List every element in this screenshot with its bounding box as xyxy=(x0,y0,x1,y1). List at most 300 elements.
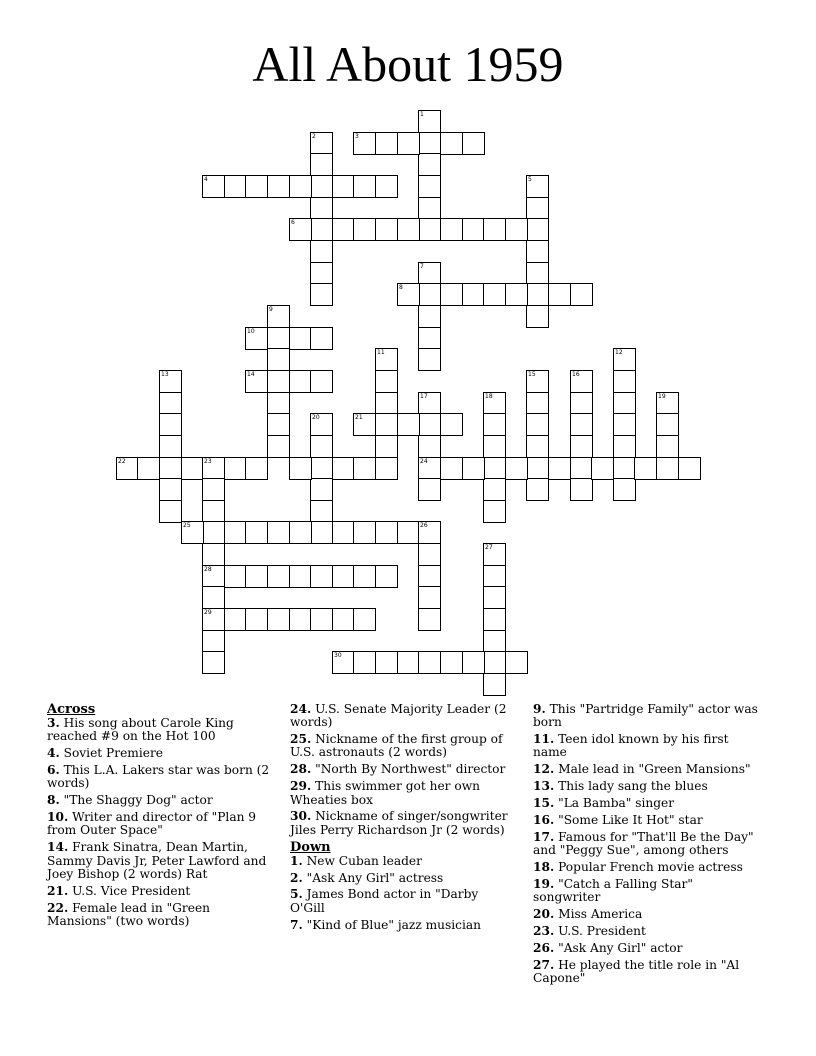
clue-text: "The Shaggy Dog" actor xyxy=(59,793,213,808)
grid-cell[interactable] xyxy=(245,565,268,588)
grid-cell[interactable] xyxy=(418,327,441,350)
clue-text: His song about Carole King reached #9 on the Hot 100 xyxy=(47,716,234,744)
grid-cell[interactable] xyxy=(310,218,333,241)
clue-item xyxy=(47,902,273,929)
grid-cell[interactable] xyxy=(397,218,420,241)
clue-item xyxy=(290,703,516,730)
clue-num: 30. xyxy=(290,809,312,824)
grid-cell[interactable] xyxy=(353,565,376,588)
grid-cell[interactable] xyxy=(418,110,441,133)
clue-number: 9 xyxy=(269,306,273,313)
clue-item xyxy=(290,780,516,807)
clue-item xyxy=(533,763,759,776)
clue-num: 22. xyxy=(47,900,69,915)
grid-cell[interactable] xyxy=(483,435,506,458)
grid-cell[interactable] xyxy=(267,413,290,436)
clue-num: 21. xyxy=(47,883,69,898)
grid-cell[interactable] xyxy=(202,521,225,544)
grid-cell[interactable] xyxy=(375,413,398,436)
grid-cell[interactable] xyxy=(418,478,441,501)
clue-item xyxy=(47,885,273,898)
grid-cell[interactable] xyxy=(548,283,571,306)
grid-cell[interactable] xyxy=(289,327,312,350)
grid-cell[interactable] xyxy=(202,175,225,198)
grid-cell[interactable] xyxy=(202,565,225,588)
clue-num: 18. xyxy=(533,860,555,875)
grid-cell[interactable] xyxy=(310,500,333,523)
grid-cell[interactable] xyxy=(181,521,204,544)
grid-cell[interactable] xyxy=(332,608,355,631)
clue-num: 12. xyxy=(533,762,555,777)
grid-cell[interactable] xyxy=(483,565,506,588)
clue-item xyxy=(47,747,273,760)
grid-cell[interactable] xyxy=(375,132,398,155)
clue-num: 29. xyxy=(290,779,312,794)
grid-cell[interactable] xyxy=(483,392,506,415)
grid-cell[interactable] xyxy=(375,565,398,588)
grid-cell[interactable] xyxy=(505,283,528,306)
clue-num: 4. xyxy=(47,746,60,761)
clue-num: 17. xyxy=(533,829,555,844)
clue-item xyxy=(533,861,759,874)
grid-cell[interactable] xyxy=(570,457,593,480)
clue-number: 17 xyxy=(420,393,428,400)
grid-cell[interactable] xyxy=(570,435,593,458)
grid-cell[interactable] xyxy=(289,370,312,393)
grid-cell[interactable] xyxy=(418,392,441,415)
clue-text: "Ask Any Girl" actress xyxy=(302,870,444,885)
grid-cell[interactable] xyxy=(202,500,225,523)
clue-text: James Bond actor in "Darby O'Gill xyxy=(290,887,479,915)
clue-item xyxy=(533,908,759,921)
clue-num: 24. xyxy=(290,702,312,716)
grid-cell[interactable] xyxy=(267,175,290,198)
clue-num: 14. xyxy=(47,840,69,855)
grid-cell[interactable] xyxy=(310,565,333,588)
grid-cell[interactable] xyxy=(310,132,333,155)
grid-cell[interactable] xyxy=(418,435,441,458)
grid-cell[interactable] xyxy=(332,457,355,480)
grid-cell[interactable] xyxy=(570,478,593,501)
clue-number: 29 xyxy=(204,609,212,616)
grid-cell[interactable] xyxy=(289,218,312,241)
grid-cell[interactable] xyxy=(267,348,290,371)
grid-cell[interactable] xyxy=(397,651,420,674)
grid-cell[interactable] xyxy=(353,175,376,198)
grid-cell[interactable] xyxy=(634,457,657,480)
clue-number: 25 xyxy=(183,522,191,529)
grid-cell[interactable] xyxy=(418,175,441,198)
clue-item xyxy=(533,878,759,905)
grid-cell[interactable] xyxy=(224,565,247,588)
grid-cell[interactable] xyxy=(137,457,160,480)
grid-cell[interactable] xyxy=(310,413,333,436)
grid-cell[interactable] xyxy=(310,327,333,350)
grid-cell[interactable] xyxy=(310,175,333,198)
grid-cell[interactable] xyxy=(159,413,182,436)
grid-cell[interactable] xyxy=(289,565,312,588)
grid-cell[interactable] xyxy=(310,262,333,285)
grid-cell[interactable] xyxy=(245,370,268,393)
grid-cell[interactable] xyxy=(462,457,485,480)
grid-cell[interactable] xyxy=(440,218,463,241)
clue-text: U.S. Senate Majority Leader (2 words) xyxy=(290,702,507,730)
grid-cell[interactable] xyxy=(656,457,679,480)
grid-cell[interactable] xyxy=(526,197,549,220)
grid-cell[interactable] xyxy=(570,392,593,415)
clue-number: 3 xyxy=(355,133,359,140)
grid-cell[interactable] xyxy=(570,413,593,436)
grid-cell[interactable] xyxy=(418,262,441,285)
clue-number: 2 xyxy=(312,133,316,140)
grid-cell[interactable] xyxy=(418,543,441,566)
grid-cell[interactable] xyxy=(353,413,376,436)
clue-number: 27 xyxy=(485,544,493,551)
grid-cell[interactable] xyxy=(159,435,182,458)
clue-text: U.S. President xyxy=(554,924,646,939)
grid-cell[interactable] xyxy=(526,305,549,328)
grid-cell[interactable] xyxy=(310,608,333,631)
grid-cell[interactable] xyxy=(332,175,355,198)
clue-text: Famous for "That'll Be the Day" and "Peggy Sue", among others xyxy=(533,829,754,858)
clue-item xyxy=(290,919,516,932)
grid-cell[interactable] xyxy=(526,283,549,306)
grid-cell[interactable] xyxy=(310,521,333,544)
grid-cell[interactable] xyxy=(526,392,549,415)
grid-cell[interactable] xyxy=(483,630,506,653)
clue-number: 1 xyxy=(420,111,424,118)
grid-cell[interactable] xyxy=(526,240,549,263)
clue-item xyxy=(290,872,516,885)
grid-cell[interactable] xyxy=(332,218,355,241)
clue-item xyxy=(47,811,273,838)
grid-cell[interactable] xyxy=(332,651,355,674)
puzzle-title: All About 1959 xyxy=(252,36,564,92)
clue-text: This lady sang the blues xyxy=(554,779,708,794)
grid-cell[interactable] xyxy=(181,457,204,480)
grid-cell[interactable] xyxy=(267,435,290,458)
grid-cell[interactable] xyxy=(526,435,549,458)
grid-cell[interactable] xyxy=(418,283,441,306)
grid-cell[interactable] xyxy=(310,240,333,263)
grid-cell[interactable] xyxy=(526,413,549,436)
grid-cell[interactable] xyxy=(418,305,441,328)
grid-cell[interactable] xyxy=(245,608,268,631)
grid-cell[interactable] xyxy=(224,521,247,544)
grid-cell[interactable] xyxy=(397,132,420,155)
grid-cell[interactable] xyxy=(332,565,355,588)
clue-item xyxy=(533,831,759,858)
grid-cell[interactable] xyxy=(526,218,549,241)
clue-text: Miss America xyxy=(554,907,643,922)
clue-item xyxy=(533,925,759,938)
across-header: Across xyxy=(47,702,96,717)
grid-cell[interactable] xyxy=(245,327,268,350)
grid-cell[interactable] xyxy=(267,392,290,415)
clue-number: 11 xyxy=(377,349,385,356)
grid-cell[interactable] xyxy=(159,478,182,501)
grid-cell[interactable] xyxy=(159,457,182,480)
grid-cell[interactable] xyxy=(483,283,506,306)
grid-cell[interactable] xyxy=(613,370,636,393)
clue-num: 27. xyxy=(533,957,555,972)
clue-item xyxy=(533,733,759,760)
grid-cell[interactable] xyxy=(224,175,247,198)
grid-cell[interactable] xyxy=(202,457,225,480)
clue-number: 13 xyxy=(161,371,169,378)
grid-cell[interactable] xyxy=(418,457,441,480)
grid-cell[interactable] xyxy=(289,521,312,544)
clue-item xyxy=(47,841,273,881)
grid-cell[interactable] xyxy=(613,392,636,415)
grid-cell[interactable] xyxy=(483,457,506,480)
grid-cell[interactable] xyxy=(375,348,398,371)
clue-number: 20 xyxy=(312,414,320,421)
clue-item xyxy=(47,764,273,791)
clue-number: 5 xyxy=(528,176,532,183)
clue-number: 16 xyxy=(572,371,580,378)
grid-cell[interactable] xyxy=(418,521,441,544)
grid-cell[interactable] xyxy=(310,283,333,306)
clue-item xyxy=(533,797,759,810)
grid-cell[interactable] xyxy=(202,630,225,653)
grid-cell[interactable] xyxy=(613,435,636,458)
clue-number: 15 xyxy=(528,371,536,378)
clue-number: 18 xyxy=(485,393,493,400)
clue-item xyxy=(533,814,759,827)
grid-cell[interactable] xyxy=(159,500,182,523)
clue-number: 21 xyxy=(355,414,363,421)
grid-cell[interactable] xyxy=(353,521,376,544)
grid-cell[interactable] xyxy=(483,673,506,696)
clue-text: "North By Northwest" director xyxy=(311,762,506,777)
clue-number: 4 xyxy=(204,176,208,183)
grid-cell[interactable] xyxy=(418,153,441,176)
grid-cell[interactable] xyxy=(462,283,485,306)
clue-text: This "Partridge Family" actor was born xyxy=(533,702,758,730)
clue-number: 23 xyxy=(204,458,212,465)
grid-cell[interactable] xyxy=(375,457,398,480)
grid-cell[interactable] xyxy=(267,608,290,631)
clue-number: 14 xyxy=(247,371,255,378)
grid-cell[interactable] xyxy=(440,413,463,436)
grid-cell[interactable] xyxy=(397,283,420,306)
clue-item xyxy=(290,810,516,837)
grid-cell[interactable] xyxy=(310,153,333,176)
grid-cell[interactable] xyxy=(440,132,463,155)
grid-cell[interactable] xyxy=(526,370,549,393)
grid-cell[interactable] xyxy=(202,586,225,609)
grid-cell[interactable] xyxy=(656,392,679,415)
clue-num: 16. xyxy=(533,813,555,828)
clue-number: 22 xyxy=(118,458,126,465)
clue-number: 28 xyxy=(204,566,212,573)
grid-cell[interactable] xyxy=(526,457,549,480)
grid-cell[interactable] xyxy=(462,651,485,674)
grid-cell[interactable] xyxy=(570,370,593,393)
grid-cell[interactable] xyxy=(332,521,355,544)
grid-cell[interactable] xyxy=(375,175,398,198)
grid-cell[interactable] xyxy=(159,392,182,415)
grid-cell[interactable] xyxy=(375,651,398,674)
clue-item xyxy=(47,794,273,807)
clue-item xyxy=(290,855,516,868)
grid-cell[interactable] xyxy=(656,413,679,436)
grid-cell[interactable] xyxy=(245,175,268,198)
grid-cell[interactable] xyxy=(267,305,290,328)
clue-text: "La Bamba" singer xyxy=(554,796,675,811)
clue-num: 7. xyxy=(290,917,303,932)
clue-number: 24 xyxy=(420,458,428,465)
clue-number: 6 xyxy=(291,219,295,226)
grid-cell[interactable] xyxy=(353,132,376,155)
clue-number: 10 xyxy=(247,328,255,335)
grid-cell[interactable] xyxy=(418,651,441,674)
grid-cell[interactable] xyxy=(548,457,571,480)
clue-number: 26 xyxy=(420,522,428,529)
grid-cell[interactable] xyxy=(613,348,636,371)
grid-cell[interactable] xyxy=(267,370,290,393)
grid-cell[interactable] xyxy=(418,413,441,436)
clue-item xyxy=(533,780,759,793)
clue-num: 25. xyxy=(290,732,312,747)
clue-item xyxy=(533,942,759,955)
grid-cell[interactable] xyxy=(483,586,506,609)
grid-cell[interactable] xyxy=(613,457,636,480)
grid-cell[interactable] xyxy=(526,478,549,501)
clue-num: 15. xyxy=(533,796,555,811)
clue-text: Teen idol known by his first name xyxy=(533,732,729,760)
clue-text: He played the title role in "Al Capone" xyxy=(533,957,740,986)
clue-text: Writer and director of "Plan 9 from Outer Space" xyxy=(47,810,257,838)
clues-column-3 xyxy=(533,703,759,989)
clue-text: Male lead in "Green Mansions" xyxy=(554,762,751,777)
grid-cell[interactable] xyxy=(418,218,441,241)
grid-cell[interactable] xyxy=(353,457,376,480)
clues-column-1 xyxy=(47,703,273,932)
grid-cell[interactable] xyxy=(353,218,376,241)
grid-cell[interactable] xyxy=(375,392,398,415)
grid-cell[interactable] xyxy=(310,478,333,501)
grid-cell[interactable] xyxy=(483,478,506,501)
grid-cell[interactable] xyxy=(310,435,333,458)
grid-cell[interactable] xyxy=(505,218,528,241)
grid-cell[interactable] xyxy=(375,370,398,393)
clue-num: 13. xyxy=(533,779,555,794)
grid-cell[interactable] xyxy=(418,132,441,155)
grid-cell[interactable] xyxy=(440,283,463,306)
grid-cell[interactable] xyxy=(289,457,312,480)
grid-cell[interactable] xyxy=(310,197,333,220)
grid-cell[interactable] xyxy=(462,218,485,241)
grid-cell[interactable] xyxy=(440,651,463,674)
clue-text: "Kind of Blue" jazz musician xyxy=(302,917,482,932)
grid-cell[interactable] xyxy=(202,543,225,566)
grid-cell[interactable] xyxy=(353,651,376,674)
clue-text: Nickname of singer/songwriter Jiles Perry Richardson Jr (2 words) xyxy=(290,809,508,837)
clue-item xyxy=(290,733,516,760)
grid-cell[interactable] xyxy=(202,478,225,501)
clue-text: "Ask Any Girl" actor xyxy=(554,940,683,955)
grid-cell[interactable] xyxy=(289,175,312,198)
grid-cell[interactable] xyxy=(397,413,420,436)
grid-cell[interactable] xyxy=(267,565,290,588)
grid-cell[interactable] xyxy=(418,197,441,220)
grid-cell[interactable] xyxy=(418,565,441,588)
grid-cell[interactable] xyxy=(418,608,441,631)
grid-cell[interactable] xyxy=(159,370,182,393)
grid-cell[interactable] xyxy=(289,608,312,631)
grid-cell[interactable] xyxy=(483,608,506,631)
grid-cell[interactable] xyxy=(418,348,441,371)
clues-column-2 xyxy=(290,703,516,936)
clue-num: 19. xyxy=(533,877,555,892)
clue-text: Popular French movie actress xyxy=(554,860,743,875)
grid-cell[interactable] xyxy=(526,175,549,198)
clue-text: U.S. Vice President xyxy=(68,883,191,898)
grid-cell[interactable] xyxy=(483,543,506,566)
grid-cell[interactable] xyxy=(375,521,398,544)
clue-text: New Cuban leader xyxy=(302,853,422,868)
grid-cell[interactable] xyxy=(570,283,593,306)
grid-cell[interactable] xyxy=(526,262,549,285)
grid-cell[interactable] xyxy=(245,521,268,544)
grid-cell[interactable] xyxy=(418,586,441,609)
grid-cell[interactable] xyxy=(267,521,290,544)
grid-cell[interactable] xyxy=(613,413,636,436)
grid-cell[interactable] xyxy=(505,457,528,480)
clue-item xyxy=(533,703,759,730)
clue-num: 20. xyxy=(533,907,555,922)
grid-cell[interactable] xyxy=(591,457,614,480)
grid-cell[interactable] xyxy=(613,478,636,501)
clue-item xyxy=(290,888,516,915)
grid-cell[interactable] xyxy=(224,457,247,480)
clue-num: 10. xyxy=(47,810,69,825)
grid-cell[interactable] xyxy=(505,651,528,674)
grid-cell[interactable] xyxy=(310,457,333,480)
grid-cell[interactable] xyxy=(375,218,398,241)
grid-cell[interactable] xyxy=(483,413,506,436)
grid-cell[interactable] xyxy=(353,608,376,631)
grid-cell[interactable] xyxy=(483,500,506,523)
clue-num: 26. xyxy=(533,940,555,955)
grid-cell[interactable] xyxy=(202,608,225,631)
grid-cell[interactable] xyxy=(310,370,333,393)
clue-text: Female lead in "Green Mansions" (two words) xyxy=(47,900,211,929)
grid-cell[interactable] xyxy=(440,457,463,480)
down-header: Down xyxy=(290,839,331,855)
grid-cell[interactable] xyxy=(483,651,506,674)
grid-cell[interactable] xyxy=(224,608,247,631)
grid-cell[interactable] xyxy=(656,435,679,458)
grid-cell[interactable] xyxy=(462,132,485,155)
grid-cell[interactable] xyxy=(202,651,225,674)
grid-cell[interactable] xyxy=(116,457,139,480)
clue-num: 2. xyxy=(290,870,303,885)
grid-cell[interactable] xyxy=(397,521,420,544)
clue-text: "Catch a Falling Star" songwriter xyxy=(533,877,693,905)
clue-num: 1. xyxy=(290,853,303,868)
clue-text: This swimmer got her own Wheaties box xyxy=(290,779,480,807)
grid-cell[interactable] xyxy=(245,457,268,480)
grid-cell[interactable] xyxy=(483,218,506,241)
clue-num: 6. xyxy=(47,763,60,778)
grid-cell[interactable] xyxy=(375,435,398,458)
grid-cell[interactable] xyxy=(267,327,290,350)
clue-num: 9. xyxy=(533,702,546,716)
grid-cell[interactable] xyxy=(678,457,701,480)
